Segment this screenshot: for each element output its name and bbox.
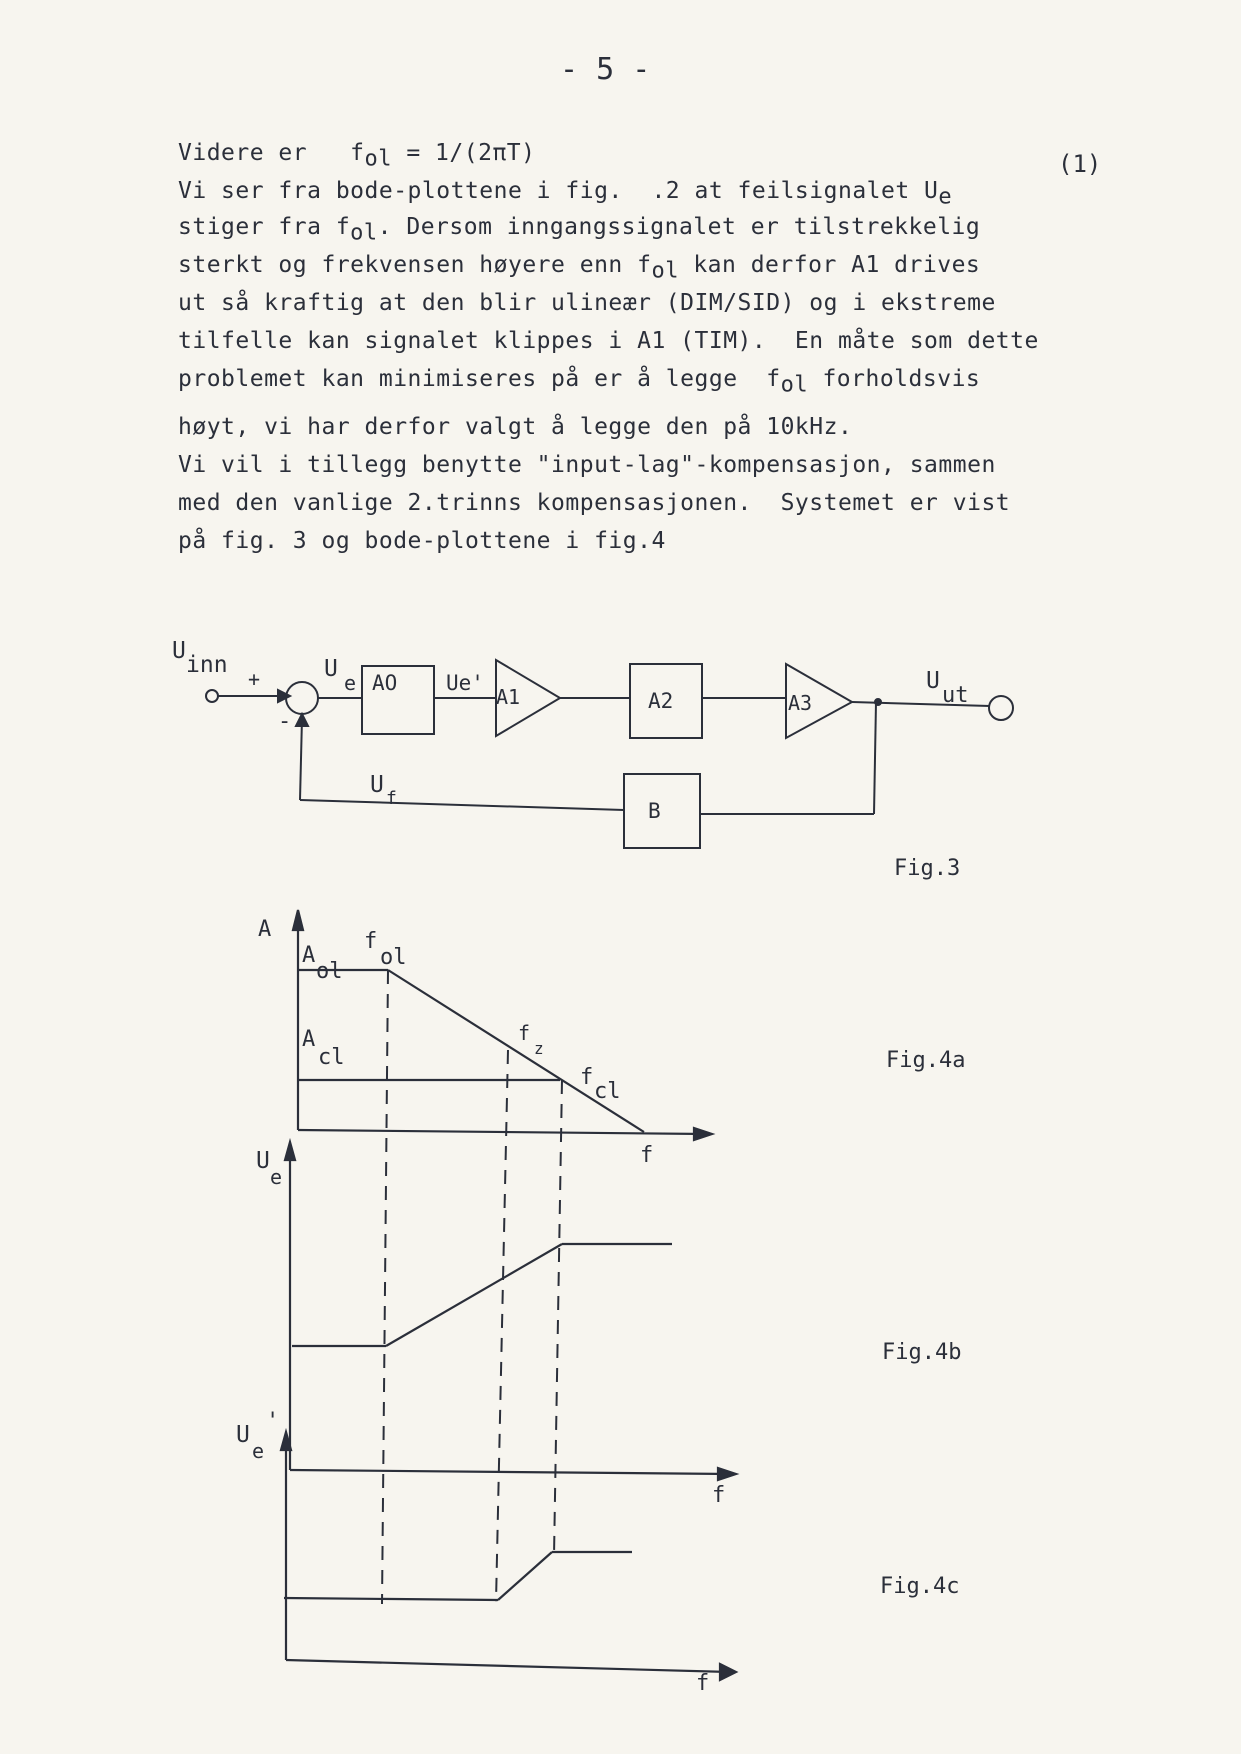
label-aol: A bbox=[302, 943, 316, 968]
text-line-8 bbox=[178, 414, 852, 440]
text-segment: problemet kan minimiseres på er å legge f bbox=[178, 366, 781, 392]
fig4c-x-axis bbox=[286, 1660, 730, 1672]
text-line-11 bbox=[178, 528, 666, 554]
label-f-axis-4c: f bbox=[696, 1671, 710, 1696]
fig4b-x-axis bbox=[290, 1470, 730, 1474]
label-fol-sub: ol bbox=[380, 945, 407, 970]
text-subscript: ol bbox=[780, 372, 809, 398]
text-subscript: e bbox=[938, 184, 953, 210]
label-fz-sub: z bbox=[534, 1039, 544, 1058]
page-number: - 5 - bbox=[560, 52, 651, 87]
text-segment: = 1/(2πT) bbox=[392, 140, 536, 166]
label-uut: U bbox=[926, 668, 940, 694]
label-f-axis-4b: f bbox=[712, 1483, 726, 1508]
text-segment: kan derfor A1 drives bbox=[678, 252, 981, 278]
label-uf-sub: f bbox=[386, 788, 397, 809]
text-line-1 bbox=[178, 140, 536, 172]
label-ue-prime: Ue' bbox=[446, 671, 484, 695]
label-fol: f bbox=[364, 929, 378, 954]
text-subscript: ol bbox=[364, 146, 393, 172]
fig4a-x-arrow bbox=[694, 1128, 712, 1140]
text-segment: på fig. 3 og bode-plottene i fig.4 bbox=[178, 528, 666, 554]
label-uut-sub: ut bbox=[942, 683, 969, 708]
label-f-axis-4a: f bbox=[640, 1143, 654, 1168]
text-subscript: ol bbox=[651, 258, 679, 284]
caption-fig3: Fig.3 bbox=[894, 856, 961, 881]
label-fcl: f bbox=[580, 1065, 594, 1090]
text-line-2 bbox=[178, 178, 952, 210]
feedback-arrow bbox=[296, 714, 308, 726]
label-plus: + bbox=[248, 667, 261, 691]
label-acl-sub: cl bbox=[318, 1045, 345, 1070]
label-uep-axis-prime: ' bbox=[266, 1409, 280, 1434]
label-a1: A1 bbox=[496, 685, 521, 709]
label-aol-sub: ol bbox=[316, 959, 343, 984]
guide-fcl bbox=[554, 1080, 562, 1556]
fig4c-x-arrow bbox=[720, 1664, 736, 1680]
text-line-7 bbox=[178, 366, 980, 398]
fig4b-x-arrow bbox=[718, 1468, 736, 1480]
label-ue: U bbox=[324, 656, 338, 682]
label-uinn-sub: inn bbox=[186, 652, 228, 678]
ue-curve-rise bbox=[386, 1244, 562, 1346]
fig4b-y-arrow bbox=[285, 1142, 295, 1160]
text-segment: med den vanlige 2.trinns kompensasjonen. Systemet er vist bbox=[178, 490, 1011, 516]
text-segment: stiger fra f bbox=[178, 214, 351, 240]
text-line-6 bbox=[178, 328, 1039, 354]
label-a3: A3 bbox=[788, 691, 813, 715]
label-uf: U bbox=[370, 772, 384, 798]
input-terminal bbox=[206, 690, 218, 702]
text-segment: forholdsvis bbox=[808, 366, 981, 392]
label-minus: - bbox=[278, 709, 292, 734]
label-ue-sub: e bbox=[344, 671, 357, 695]
text-segment: ut så kraftig at den blir ulineær (DIM/SID) og i ekstreme bbox=[178, 290, 996, 316]
text-line-4 bbox=[178, 252, 980, 284]
uep-curve-rise bbox=[498, 1552, 552, 1600]
label-fcl-sub: cl bbox=[594, 1079, 621, 1104]
text-segment: Vi ser fra bode-plottene i fig. .2 at feilsignalet U bbox=[178, 178, 939, 204]
text-line-10 bbox=[178, 490, 1010, 516]
equation-number: (1) bbox=[1058, 150, 1102, 178]
output-wire bbox=[852, 702, 990, 706]
text-line-3 bbox=[178, 214, 980, 246]
feedback-wire-up bbox=[300, 718, 302, 800]
text-segment: . Dersom inngangssignalet er tilstrekkelig bbox=[377, 214, 981, 240]
label-acl: A bbox=[302, 1027, 316, 1052]
fig4a-y-arrow bbox=[293, 910, 303, 930]
label-ue-axis-sub: e bbox=[270, 1165, 283, 1189]
block-b bbox=[624, 774, 700, 848]
feedback-wire-right bbox=[874, 702, 876, 814]
text-subscript: ol bbox=[350, 220, 378, 246]
label-a2: A2 bbox=[648, 689, 674, 713]
label-uep-axis-sub: e bbox=[252, 1439, 265, 1463]
feedback-wire-from-b bbox=[300, 800, 624, 810]
text-segment: høyt, vi har derfor valgt å legge den på 10kHz. bbox=[178, 414, 853, 440]
uep-curve-low bbox=[284, 1598, 498, 1600]
text-line-9 bbox=[178, 452, 996, 478]
guide-fol bbox=[382, 970, 388, 1604]
caption-fig4a: Fig.4a bbox=[886, 1048, 966, 1073]
fig4a-x-axis bbox=[298, 1130, 706, 1134]
label-ue-axis: U bbox=[256, 1148, 270, 1174]
output-terminal bbox=[989, 696, 1013, 720]
text-segment: Vi vil i tillegg benytte "input-lag"-kompensasjon, sammen bbox=[178, 452, 996, 478]
caption-fig4b: Fig.4b bbox=[882, 1340, 962, 1365]
label-b: B bbox=[648, 799, 661, 823]
text-segment: tilfelle kan signalet klippes i A1 (TIM). En måte som dette bbox=[178, 328, 1039, 354]
text-segment: sterkt og frekvensen høyere enn f bbox=[178, 252, 652, 278]
caption-fig4c: Fig.4c bbox=[880, 1574, 960, 1599]
label-a-axis: A bbox=[258, 917, 272, 942]
label-uinn: U bbox=[172, 638, 186, 664]
bode-plots bbox=[0, 900, 1241, 1696]
aol-curve-slope bbox=[388, 970, 644, 1132]
label-ao: AO bbox=[372, 671, 398, 695]
text-segment: Videre er f bbox=[178, 140, 365, 166]
label-uep-axis: U bbox=[236, 1422, 250, 1448]
label-fz: f bbox=[518, 1021, 531, 1045]
text-line-5 bbox=[178, 290, 996, 316]
